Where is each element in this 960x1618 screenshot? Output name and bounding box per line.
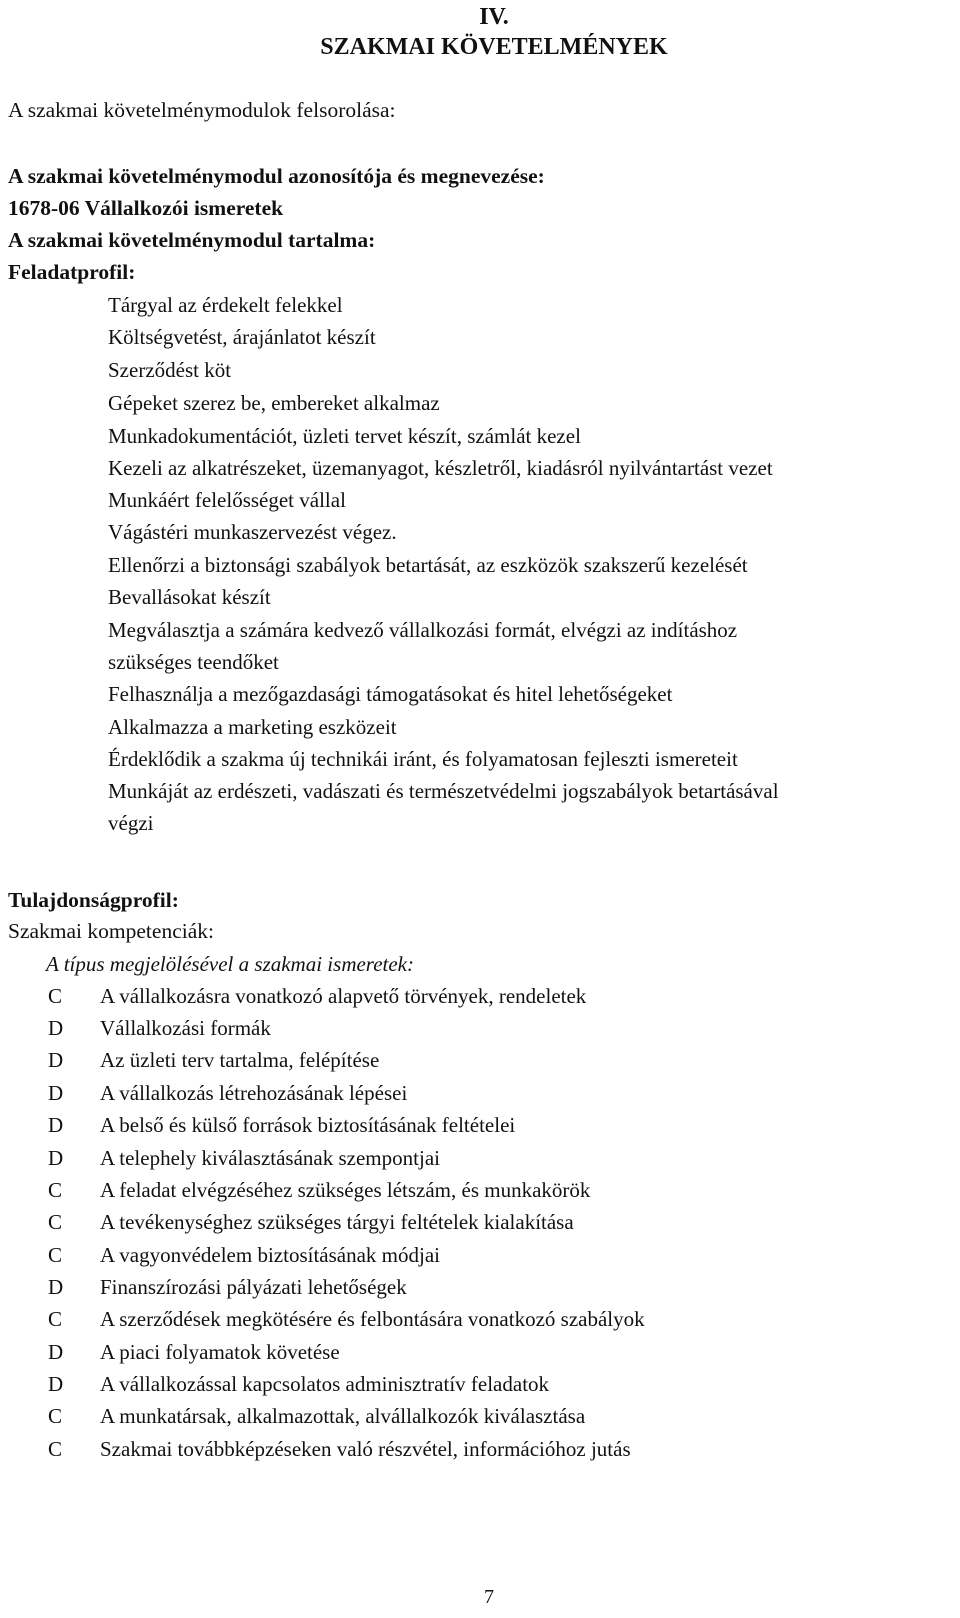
task-item: Kezeli az alkatrészeket, üzemanyagot, készletről, kiadásról nyilvántartást vezet <box>108 456 773 480</box>
competency-text: A tevékenységhez szükséges tárgyi feltételek kialakítása <box>100 1210 574 1234</box>
competencies-intro: A típus megjelölésével a szakmai ismeretek: <box>46 952 414 976</box>
task-item: Alkalmazza a marketing eszközeit <box>108 715 397 739</box>
competency-type: D <box>48 1016 64 1040</box>
task-item: Munkáját az erdészeti, vadászati és természetvédelmi jogszabályok betartásával <box>108 779 779 803</box>
competency-text: Az üzleti terv tartalma, felépítése <box>100 1048 380 1072</box>
competency-text: A telephely kiválasztásának szempontjai <box>100 1146 440 1170</box>
task-item: Tárgyal az érdekelt felekkel <box>108 293 343 317</box>
competency-type: D <box>48 1146 64 1170</box>
competency-text: A vagyonvédelem biztosításának módjai <box>100 1243 440 1267</box>
property-profile-title: Tulajdonságprofil: <box>8 888 179 912</box>
competency-type: D <box>48 1372 64 1396</box>
competency-text: Vállalkozási formák <box>100 1016 271 1040</box>
competency-type: D <box>48 1275 64 1299</box>
competency-type: C <box>48 1404 63 1428</box>
task-profile-label: Feladatprofil: <box>8 260 136 284</box>
competency-text: A feladat elvégzéséhez szükséges létszám, és munkakörök <box>100 1178 591 1202</box>
task-item: Szerződést köt <box>108 358 232 382</box>
module-content-label: A szakmai követelménymodul tartalma: <box>8 228 376 252</box>
task-item: Költségvetést, árajánlatot készít <box>108 325 376 349</box>
task-item: Megválasztja a számára kedvező vállalkozási formát, elvégzi az indításhoz <box>108 618 738 642</box>
task-item: Felhasználja a mezőgazdasági támogatásokat és hitel lehetőségeket <box>108 682 673 706</box>
competency-type: D <box>48 1113 64 1137</box>
competencies-subtitle: Szakmai kompetenciák: <box>8 919 214 943</box>
competency-type: C <box>48 1307 63 1331</box>
competency-text: Finanszírozási pályázati lehetőségek <box>100 1275 407 1299</box>
task-item: Érdeklődik a szakma új technikái iránt, és folyamatosan fejleszti ismereteit <box>108 747 738 771</box>
competency-text: A munkatársak, alkalmazottak, alvállalkozók kiválasztása <box>100 1404 586 1428</box>
competency-type: C <box>48 1178 63 1202</box>
competency-text: A vállalkozásra vonatkozó alapvető törvények, rendeletek <box>100 984 587 1008</box>
task-item: Munkadokumentációt, üzleti tervet készít, számlát kezel <box>108 424 581 448</box>
page-number: 7 <box>484 1586 494 1608</box>
task-item: Bevallásokat készít <box>108 585 271 609</box>
module-list-title: A szakmai követelménymodulok felsorolása: <box>8 98 396 122</box>
task-item: Gépeket szerez be, embereket alkalmaz <box>108 391 440 415</box>
competency-type: D <box>48 1048 64 1072</box>
competency-text: A piaci folyamatok követése <box>100 1340 340 1364</box>
chapter-number: IV. <box>479 4 509 30</box>
task-item: Ellenőrzi a biztonsági szabályok betartását, az eszközök szakszerű kezelését <box>108 553 748 577</box>
competency-type: D <box>48 1081 64 1105</box>
competency-text: A belső és külső források biztosításának feltételei <box>100 1113 516 1137</box>
competency-text: Szakmai továbbképzéseken való részvétel, információhoz jutás <box>100 1437 631 1461</box>
task-item: végzi <box>108 811 154 835</box>
competency-type: C <box>48 984 63 1008</box>
task-item: szükséges teendőket <box>108 650 279 674</box>
task-item: Munkáért felelősséget vállal <box>108 488 346 512</box>
task-item: Vágástéri munkaszervezést végez. <box>108 520 397 544</box>
chapter-title: SZAKMAI KÖVETELMÉNYEK <box>320 34 668 60</box>
competency-type: D <box>48 1340 64 1364</box>
module-id: 1678-06 Vállalkozói ismeretek <box>8 196 284 220</box>
competency-type: C <box>48 1243 63 1267</box>
competency-type: C <box>48 1210 63 1234</box>
competency-text: A vállalkozással kapcsolatos adminisztratív feladatok <box>100 1372 550 1396</box>
competency-text: A vállalkozás létrehozásának lépései <box>100 1081 408 1105</box>
competency-text: A szerződések megkötésére és felbontására vonatkozó szabályok <box>100 1307 645 1331</box>
module-id-label: A szakmai követelménymodul azonosítója és megnevezése: <box>8 164 545 188</box>
competency-type: C <box>48 1437 63 1461</box>
